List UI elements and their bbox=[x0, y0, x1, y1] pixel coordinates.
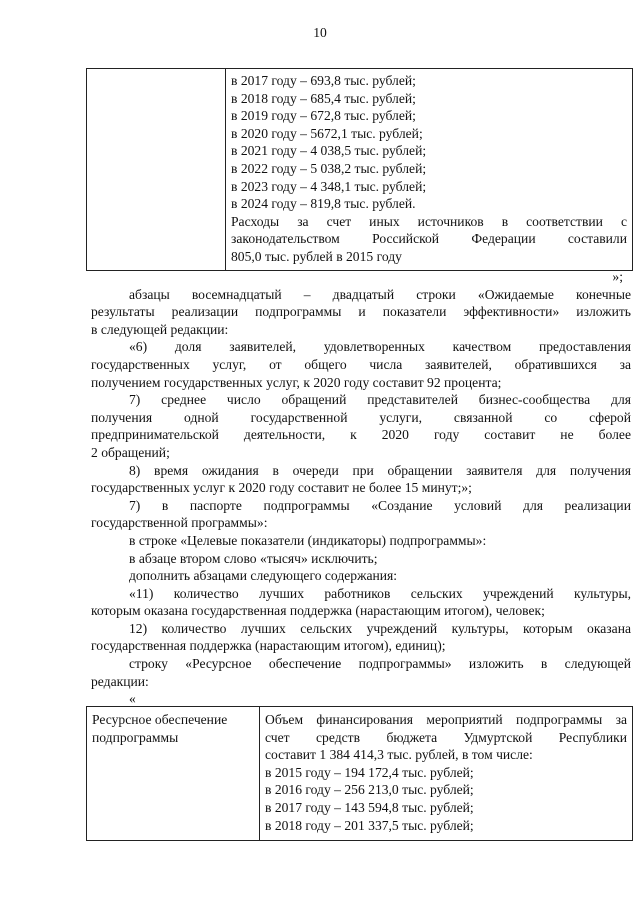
year-line: в 2017 году – 693,8 тыс. рублей; bbox=[231, 73, 416, 88]
paragraph-line: предпринимательской деятельности, к 2020 году составит не более bbox=[91, 427, 631, 443]
year-line: в 2020 году – 5672,1 тыс. рублей; bbox=[231, 125, 423, 141]
paragraph-line: «6) доля заявителей, удовлетворенных качеством предоставления bbox=[129, 339, 631, 355]
year-line: в 2015 году – 194 172,4 тыс. рублей; bbox=[265, 764, 474, 780]
paragraph-line: государственных услуг, от общего числа заявителей, обратившихся за bbox=[91, 356, 631, 372]
year-line: в 2024 году – 819,8 тыс. рублей. bbox=[231, 196, 416, 212]
paragraph-line: редакции: bbox=[91, 673, 149, 689]
paragraph-line: 8) время ожидания в очереди при обращении заявителя для получения bbox=[129, 462, 631, 478]
table-left-cell bbox=[87, 69, 226, 271]
year-line: в 2023 году – 4 348,1 тыс. рублей; bbox=[231, 178, 427, 194]
year-line: в 2018 году – 685,4 тыс. рублей; bbox=[231, 90, 416, 106]
paragraph-line: 12) количество лучших сельских учреждений культуры, которым оказана bbox=[129, 620, 631, 636]
paragraph-line: абзацы восемнадцатый – двадцатый строки «Ожидаемые конечные bbox=[129, 286, 631, 302]
paragraph-line: 7) среднее число обращений представителей бизнес-сообщества для bbox=[129, 392, 631, 408]
paragraph-line: результаты реализации подпрограммы и показатели эффективности» изложить bbox=[91, 304, 631, 320]
paragraph-line: получения одной государственной услуги, связанной со сферой bbox=[91, 409, 631, 425]
funding-table-continued bbox=[86, 68, 633, 271]
paragraph-line: 7) в паспорте подпрограммы «Создание условий для реализации bbox=[129, 497, 631, 513]
paragraph-line: в строке «Целевые показатели (индикаторы) подпрограммы»: bbox=[129, 532, 487, 548]
paragraph-line: государственных услуг к 2020 году составит не более 15 минут;»; bbox=[91, 480, 472, 496]
other-sources-line: законодательством Российской Федерации составили bbox=[231, 231, 627, 247]
paragraph-line: в следующей редакции: bbox=[91, 321, 229, 337]
paragraph-line: в абзаце втором слово «тысяч» исключить; bbox=[129, 550, 378, 566]
resource-line: Объем финансирования мероприятий подпрограммы за bbox=[265, 712, 627, 727]
closing-quote: »; bbox=[612, 269, 623, 284]
year-line: в 2021 году – 4 038,5 тыс. рублей; bbox=[231, 143, 427, 159]
paragraph-line: строку «Ресурсное обеспечение подпрограммы» изложить в следующей bbox=[129, 656, 631, 672]
resource-line: счет средств бюджета Удмуртской Республики bbox=[265, 729, 627, 745]
paragraph-line: государственной программы»: bbox=[91, 515, 268, 531]
other-sources-line: Расходы за счет иных источников в соответствии с bbox=[231, 213, 627, 229]
year-line: в 2018 году – 201 337,5 тыс. рублей; bbox=[265, 817, 474, 833]
document-body bbox=[91, 268, 631, 708]
paragraph-line: получением государственных услуг, к 2020 году составит 92 процента; bbox=[91, 374, 502, 390]
paragraph-line: государственная поддержка (нарастающим итогом), единиц); bbox=[91, 638, 446, 654]
year-line: в 2019 году – 672,8 тыс. рублей; bbox=[231, 108, 416, 124]
year-line: в 2022 году – 5 038,2 тыс. рублей; bbox=[231, 160, 427, 176]
other-sources-line: 805,0 тыс. рублей в 2015 году bbox=[231, 248, 402, 264]
table-right-cell bbox=[226, 69, 633, 271]
resource-label-cell: Ресурсное обеспечение подпрограммы bbox=[87, 707, 260, 841]
resource-line: составит 1 384 414,3 тыс. рублей, в том числе: bbox=[265, 747, 533, 763]
paragraph-line: 2 обращений; bbox=[91, 444, 170, 460]
resource-provision-table bbox=[86, 706, 633, 841]
page-number: 10 bbox=[313, 25, 327, 40]
paragraph-line: «11) количество лучших работников сельских учреждений культуры, bbox=[129, 585, 631, 601]
opening-quote: « bbox=[129, 691, 136, 707]
resource-value-cell bbox=[260, 707, 633, 841]
year-line: в 2016 году – 256 213,0 тыс. рублей; bbox=[265, 782, 474, 798]
paragraph-line: которым оказана государственная поддержка (нарастающим итогом), человек; bbox=[91, 603, 545, 619]
year-line: в 2017 году – 143 594,8 тыс. рублей; bbox=[265, 799, 474, 815]
paragraph-line: дополнить абзацами следующего содержания: bbox=[129, 568, 398, 584]
